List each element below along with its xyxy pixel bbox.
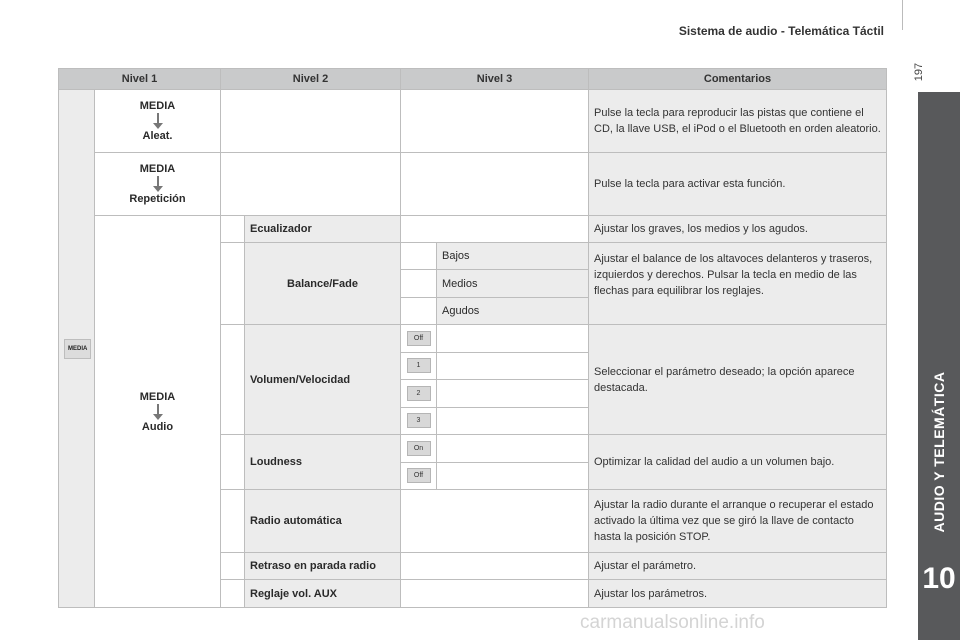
- audio-label: Audio: [141, 420, 174, 433]
- volumen-option-off: Off: [407, 331, 431, 346]
- aleat-cell: [95, 90, 221, 153]
- nivel2-spacer: [221, 580, 245, 608]
- loudness-comment: Optimizar la calidad del audio a un volumen bajo.: [589, 435, 887, 490]
- table-row: [59, 90, 887, 153]
- arrow-down-icon: [153, 176, 163, 192]
- volumen-option-3: 3: [407, 413, 431, 428]
- empty-cell: [437, 380, 589, 407]
- empty-cell: [221, 90, 401, 153]
- balance-comment: Ajustar el balance de los altavoces delanteros y traseros, izquierdos y derechos. Pulsar la tecla en medio de las flechas para equilibrar los reglajes.: [589, 242, 887, 324]
- repeticion-cell: [95, 153, 221, 216]
- ecualizador-comment: Ajustar los graves, los medios y los agudos.: [589, 216, 887, 242]
- menu-table: [58, 68, 887, 608]
- chapter-label: AUDIO Y TELEMÁTICA: [931, 371, 947, 533]
- audio-media-label: MEDIA: [139, 390, 176, 403]
- nivel3-spacer: [401, 242, 437, 269]
- media-button-icon: MEDIA: [64, 339, 91, 359]
- balance-option-agudos: Agudos: [437, 297, 589, 324]
- nivel2-spacer: [221, 216, 245, 242]
- nivel2-spacer: [221, 553, 245, 580]
- empty-cell: [437, 462, 589, 489]
- retraso-comment: Ajustar el parámetro.: [589, 553, 887, 580]
- page-number: 197: [913, 62, 925, 82]
- empty-cell: [437, 435, 589, 462]
- page-header-title: Sistema de audio - Telemática Táctil: [678, 24, 884, 38]
- nivel3-spacer: [401, 270, 437, 297]
- aleat-media-label: MEDIA: [139, 100, 176, 113]
- volumen-option-cell: [401, 325, 437, 352]
- radio-comment: Ajustar la radio durante el arranque o recuperar el estado activado la última vez que se giró la llave de contacto hasta la posición STOP.: [589, 489, 887, 552]
- volumen-option-cell: [401, 407, 437, 434]
- empty-cell: [437, 407, 589, 434]
- nivel3-spacer: [401, 297, 437, 324]
- balance-option-medios: Medios: [437, 270, 589, 297]
- loudness-label: Loudness: [245, 435, 401, 490]
- ecualizador-label: Ecualizador: [245, 216, 401, 242]
- balance-label: Balance/Fade: [245, 242, 401, 324]
- loudness-option-on: On: [407, 441, 431, 456]
- empty-cell: [401, 553, 589, 580]
- repeticion-comment: Pulse la tecla para activar esta función.: [589, 153, 887, 216]
- audio-cell: [95, 216, 221, 608]
- nivel2-spacer: [221, 489, 245, 552]
- header-nivel-1: Nivel 1: [59, 69, 221, 90]
- chapter-number: 10: [922, 562, 956, 595]
- table-header-row: [59, 69, 887, 90]
- volumen-option-cell: [401, 380, 437, 407]
- nivel2-spacer: [221, 242, 245, 324]
- volumen-option-1: 1: [407, 358, 431, 373]
- header-comentarios: Comentarios: [589, 69, 887, 90]
- aleat-label: Aleat.: [142, 130, 173, 143]
- retraso-label: Retraso en parada radio: [245, 553, 401, 580]
- watermark: carmanualsonline.info: [580, 612, 765, 633]
- aux-label: Reglaje vol. AUX: [245, 580, 401, 608]
- repeticion-label: Repetición: [129, 193, 186, 206]
- table-row: [59, 216, 887, 242]
- loudness-option-off: Off: [407, 468, 431, 483]
- volumen-option-2: 2: [407, 386, 431, 401]
- table-row: [59, 153, 887, 216]
- empty-cell: [401, 216, 589, 242]
- nivel2-spacer: [221, 435, 245, 490]
- empty-cell: [437, 352, 589, 379]
- radio-label: Radio automática: [245, 489, 401, 552]
- empty-cell: [401, 489, 589, 552]
- empty-cell: [437, 325, 589, 352]
- empty-cell: [401, 90, 589, 153]
- header-nivel-2: Nivel 2: [221, 69, 401, 90]
- nivel1-cell: [59, 90, 95, 608]
- header-nivel-3: Nivel 3: [401, 69, 589, 90]
- volumen-label: Volumen/Velocidad: [245, 325, 401, 435]
- nivel2-spacer: [221, 325, 245, 435]
- arrow-down-icon: [153, 404, 163, 420]
- empty-cell: [401, 153, 589, 216]
- volumen-option-cell: [401, 352, 437, 379]
- empty-cell: [401, 580, 589, 608]
- aux-comment: Ajustar los parámetros.: [589, 580, 887, 608]
- balance-option-bajos: Bajos: [437, 242, 589, 269]
- volumen-comment: Seleccionar el parámetro deseado; la opción aparece destacada.: [589, 325, 887, 435]
- empty-cell: [221, 153, 401, 216]
- aleat-comment: Pulse la tecla para reproducir las pistas que contiene el CD, la llave USB, el iPod o el Bluetooth en orden aleatorio.: [589, 90, 887, 153]
- loudness-option-cell: [401, 435, 437, 462]
- repeticion-media-label: MEDIA: [139, 163, 176, 176]
- loudness-option-cell: [401, 462, 437, 489]
- header-divider: [902, 0, 903, 30]
- chapter-sidebar: [918, 92, 960, 640]
- arrow-down-icon: [153, 113, 163, 129]
